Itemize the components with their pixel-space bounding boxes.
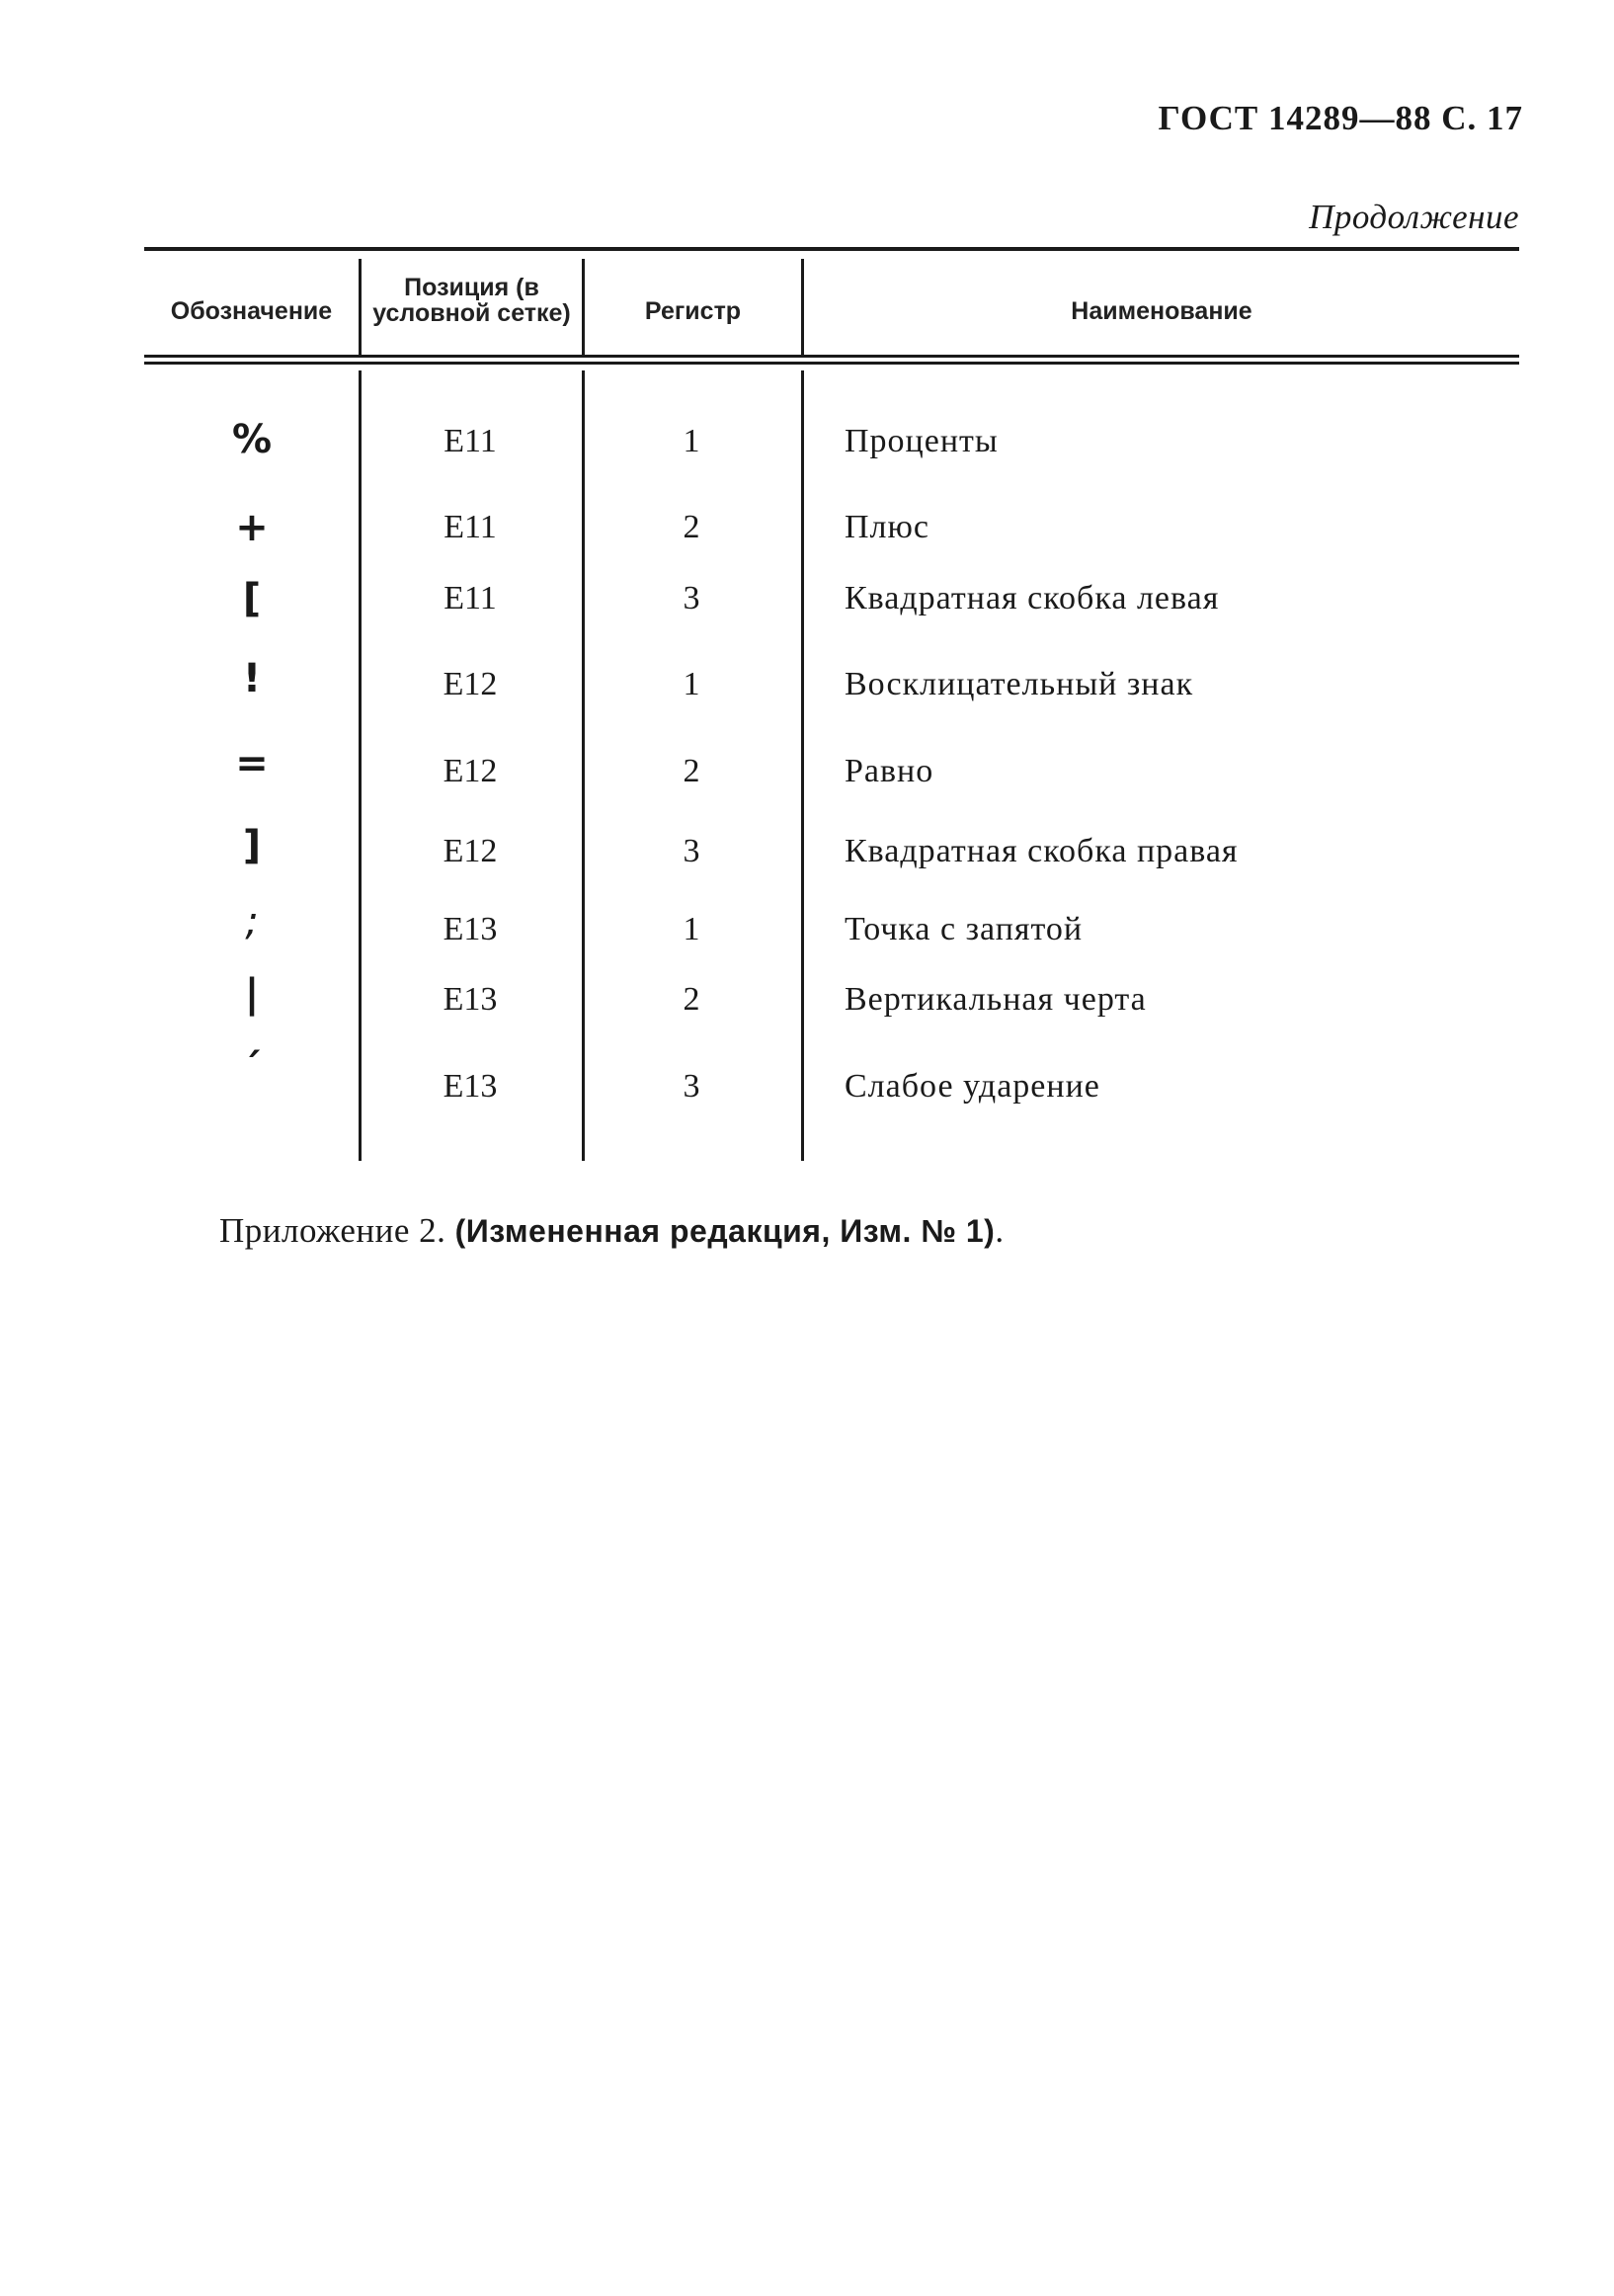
position-cell: E12 [443,753,498,789]
table-row [0,505,1614,567]
table-row [0,417,1614,481]
position-cell: E12 [443,666,498,702]
continuation-label: Продолжение [1309,198,1519,236]
position-cell: E13 [443,981,498,1018]
th-position: Позиция (в условной сетке) [372,274,571,327]
page-header: ГОСТ 14289—88 С. 17 [1158,99,1523,137]
name-cell: Равно [845,753,934,789]
register-cell: 1 [683,911,700,947]
symbol-cell: ] [242,823,262,868]
table-row [0,899,1614,969]
name-cell: Вертикальная черта [845,981,1147,1018]
appendix-note [219,1211,1005,1251]
table-row [0,1046,1614,1126]
table-row [0,971,1614,1039]
note-suffix: . [995,1211,1005,1250]
position-cell: E13 [443,1068,498,1105]
register-cell: 1 [683,423,700,459]
table-row [0,656,1614,724]
note-prefix: Приложение 2. [219,1211,446,1250]
position-cell: E13 [443,911,498,947]
symbol-cell: [ [242,576,262,621]
header-rule-lower [144,362,1519,365]
name-cell: Квадратная скобка левая [845,580,1220,616]
register-cell: 3 [683,1068,700,1105]
note-amendment: (Измененная редакция, Изм. № 1) [454,1213,996,1249]
table-row [0,576,1614,638]
symbol-cell: ´ [242,1046,262,1092]
register-cell: 1 [683,666,700,702]
symbol-cell: % [231,417,273,462]
name-cell: Слабое ударение [845,1068,1100,1105]
position-cell: E11 [444,580,497,616]
name-cell: Квадратная скобка правая [845,833,1239,869]
position-cell: E11 [444,423,497,459]
th-register: Регистр [644,297,742,325]
symbol-cell: = [235,741,269,786]
name-cell: Плюс [845,509,930,545]
register-cell: 2 [683,981,700,1018]
table-row [0,741,1614,811]
th-name: Наименование [1071,297,1252,325]
symbol-cell: + [235,505,269,550]
name-cell: Проценты [845,423,999,459]
position-cell: E11 [444,509,497,545]
position-cell: E12 [443,833,498,869]
table-top-rule [144,247,1519,251]
register-cell: 3 [683,580,700,616]
header-rule-upper [144,355,1519,358]
register-cell: 2 [683,753,700,789]
table-row [0,823,1614,891]
symbol-cell: | [244,971,260,1017]
register-cell: 3 [683,833,700,869]
th-symbol: Обозначение [170,297,333,325]
name-cell: Точка с запятой [845,911,1084,947]
symbol-cell: ; [245,899,259,944]
name-cell: Восклицательный знак [845,666,1194,702]
register-cell: 2 [683,509,700,545]
symbol-cell: ! [242,656,262,701]
